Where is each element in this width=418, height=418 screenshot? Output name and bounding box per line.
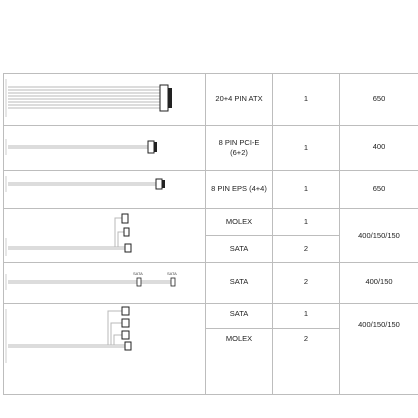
connector-name: 8 PIN PCI-E [218,138,260,147]
connector-name: 20+4 PIN ATX [215,94,263,103]
connector-name: SATA [229,244,249,253]
cable-length: 400/150/150 [358,320,400,329]
connector-name: 8 PIN EPS (4+4) [211,184,267,193]
connector-count: 1 [303,184,309,193]
sata-label-1: SATA [133,271,143,276]
connector-count: 1 [303,309,309,318]
atx-cable-illustration [0,73,205,125]
connector-count: 1 [303,94,309,103]
connector-name: MOLEX [225,334,253,343]
row-divider [3,394,418,395]
connector-count: 2 [303,334,309,343]
connector-count: 2 [303,277,309,286]
cable-length: 650 [372,184,386,193]
row-divider [205,235,339,236]
molex-sata-cable-illustration [0,208,205,262]
connector-name: SATA [229,309,249,318]
connector-count: 1 [303,217,309,226]
connector-name-line2: (6+2) [230,148,248,157]
sata-cable-illustration [0,262,205,303]
column-divider [205,73,206,395]
cable-length: 400 [372,142,386,151]
eps-cable-illustration [0,170,205,208]
cable-length: 400/150 [365,277,393,286]
column-divider [272,73,273,395]
cable-length: 400/150/150 [358,231,400,240]
cable-length: 650 [372,94,386,103]
connector-name: SATA [229,277,249,286]
connector-name: MOLEX [225,217,253,226]
sata-molex-cable-illustration [0,303,205,394]
connector-count: 2 [303,244,309,253]
sata-label-2: SATA [167,271,177,276]
pcie-cable-illustration [0,125,205,170]
row-divider [205,328,339,329]
connector-count: 1 [303,143,309,152]
